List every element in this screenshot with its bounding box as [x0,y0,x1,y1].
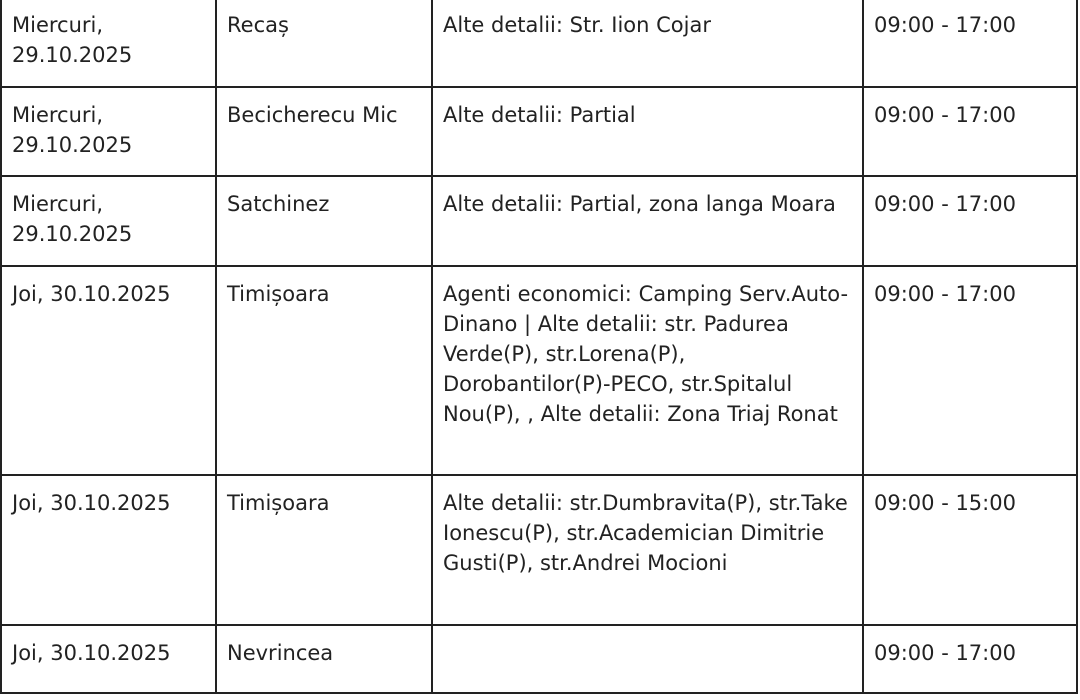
table-row [1,0,1077,87]
details-cell: Alte detalii: Partial, zona langa Moara [432,176,863,266]
table-row [1,475,1077,625]
interval-cell: 09:00 - 17:00 [863,87,1077,176]
date-cell: Joi, 30.10.2025 [1,625,216,693]
locality-cell: Timișoara [216,266,432,475]
locality-cell: Nevrincea [216,625,432,693]
locality-cell: Timișoara [216,475,432,625]
interval-cell: 09:00 - 17:00 [863,0,1077,87]
details-cell: Agenti economici: Camping Serv.Auto-Dinano | Alte detalii: str. Padurea Verde(P), str.Lorena(P), Dorobantilor(P)-PECO, str.Spitalul Nou(P), , Alte detalii: Zona Triaj Ronat [432,266,863,475]
date-cell: Miercuri, 29.10.2025 [1,87,216,176]
table-row [1,87,1077,176]
table-row [1,266,1077,475]
details-cell: Alte detalii: Partial [432,87,863,176]
interval-cell: 09:00 - 17:00 [863,625,1077,693]
date-cell: Joi, 30.10.2025 [1,475,216,625]
details-cell: Alte detalii: Str. Iion Cojar [432,0,863,87]
table-row [1,176,1077,266]
date-cell: Joi, 30.10.2025 [1,266,216,475]
interval-cell: 09:00 - 17:00 [863,266,1077,475]
interval-cell: 09:00 - 17:00 [863,176,1077,266]
locality-cell: Becicherecu Mic [216,87,432,176]
details-cell [432,625,863,693]
locality-cell: Satchinez [216,176,432,266]
interval-cell: 09:00 - 15:00 [863,475,1077,625]
details-cell: Alte detalii: str.Dumbravita(P), str.Take Ionescu(P), str.Academician Dimitrie Gusti(P), str.Andrei Mocioni [432,475,863,625]
date-cell: Miercuri, 29.10.2025 [1,176,216,266]
locality-cell: Recaș [216,0,432,87]
date-cell: Miercuri, 29.10.2025 [1,0,216,87]
table-row [1,625,1077,693]
